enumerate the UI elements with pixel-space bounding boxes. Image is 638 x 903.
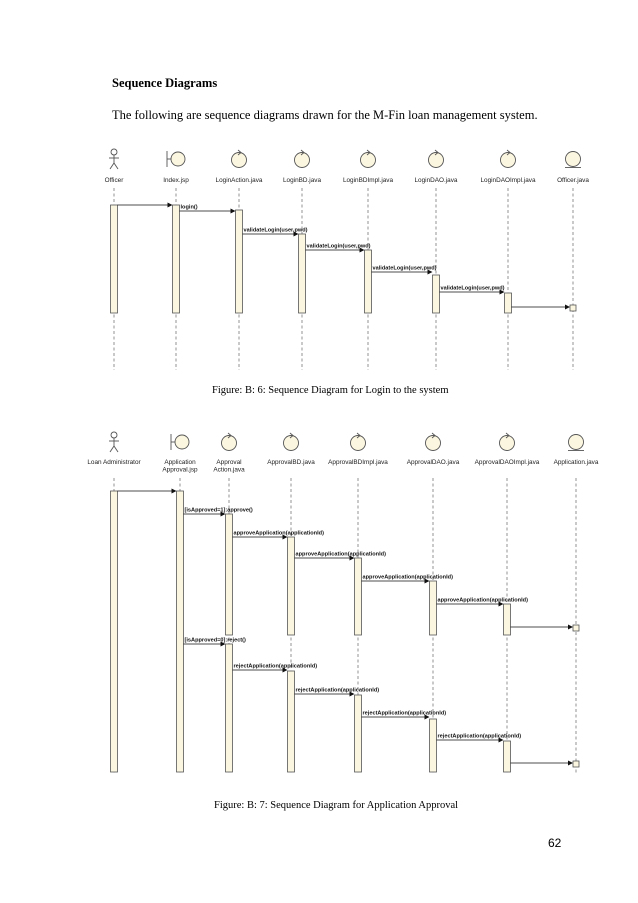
control-icon — [284, 433, 299, 451]
activation-bar — [504, 604, 511, 635]
lifeline-label: LoginBDImpl.java — [342, 177, 394, 184]
message-label: approveApplication(applicationId) — [233, 530, 324, 537]
arrowhead — [568, 625, 573, 630]
control-icon — [426, 433, 441, 451]
arrowhead — [568, 761, 573, 766]
activation-bar — [573, 761, 579, 767]
lifeline-label: Loan Administrator — [87, 459, 141, 466]
boundary-icon — [171, 434, 189, 450]
activation-bar — [226, 644, 233, 772]
control-icon — [500, 433, 515, 451]
control-icon — [222, 433, 237, 451]
activation-bar — [573, 625, 579, 631]
lifeline-label: Approval — [216, 459, 242, 466]
page-number: 62 — [548, 836, 562, 850]
activation-bar — [288, 671, 295, 772]
intro-paragraph: The following are sequence diagrams drawn for the M-Fin loan management system. — [112, 108, 538, 122]
lifeline-label: Application.java — [553, 459, 599, 466]
lifeline-label: ApprovalBD.java — [267, 459, 315, 466]
lifeline-label: LoginAction.java — [215, 177, 263, 184]
message-label: validateLogin(user,pwd) — [243, 227, 308, 234]
message-label: rejectApplication(applicationId) — [362, 710, 447, 717]
lifeline-label: ApprovalDAOImpl.java — [474, 459, 540, 466]
activation-bar — [111, 491, 118, 772]
message-label: validateLogin(user,pwd) — [372, 265, 437, 272]
message-label: rejectApplication(applicationId) — [437, 733, 522, 740]
activation-bar — [288, 537, 295, 635]
entity-icon — [568, 435, 584, 451]
lifeline-label: Officer — [104, 177, 124, 184]
lifeline-label: Action.java — [213, 466, 245, 474]
message-label: approveApplication(applicationId) — [295, 551, 386, 558]
lifeline-label: Index.jsp — [163, 177, 189, 184]
lifeline-label: Officer.java — [557, 177, 589, 184]
activation-bar — [177, 491, 184, 772]
lifeline-label: LoginBD.java — [282, 177, 322, 184]
control-icon — [351, 433, 366, 451]
message-label: [isApproved=1]:approve() — [184, 507, 253, 514]
message-label: validateLogin(user,pwd) — [440, 285, 505, 292]
activation-bar — [226, 514, 233, 635]
lifeline-label: Application — [164, 459, 196, 466]
message-label: [isApproved=0]:reject() — [184, 637, 246, 644]
activation-bar — [355, 558, 362, 635]
section-heading: Sequence Diagrams — [112, 76, 218, 90]
activation-bar — [504, 741, 511, 772]
activation-bar — [355, 695, 362, 772]
message-label: validateLogin(user,pwd) — [306, 243, 371, 250]
arrowhead — [172, 489, 177, 494]
figure-caption-login: Figure: B: 6: Sequence Diagram for Login to the system — [212, 385, 449, 396]
message-label: approveApplication(applicationId) — [437, 597, 528, 604]
lifeline-label: ApprovalDAO.java — [406, 459, 460, 466]
actor-icon — [109, 432, 119, 452]
lifeline-label: Approval.jsp — [162, 466, 198, 474]
lifeline-label: LoginDAO.java — [414, 177, 458, 184]
figure-caption-approval: Figure: B: 7: Sequence Diagram for Application Approval — [214, 800, 459, 811]
activation-bar — [430, 581, 437, 635]
activation-bar — [430, 719, 437, 772]
message-label: login() — [180, 204, 198, 211]
message-label: approveApplication(applicationId) — [362, 574, 453, 581]
message-label: rejectApplication(applicationId) — [295, 687, 380, 694]
lifeline-label: LoginDAOImpl.java — [480, 177, 536, 184]
message-label: rejectApplication(applicationId) — [233, 663, 318, 670]
lifeline-label: ApprovalBDImpl.java — [328, 459, 388, 466]
